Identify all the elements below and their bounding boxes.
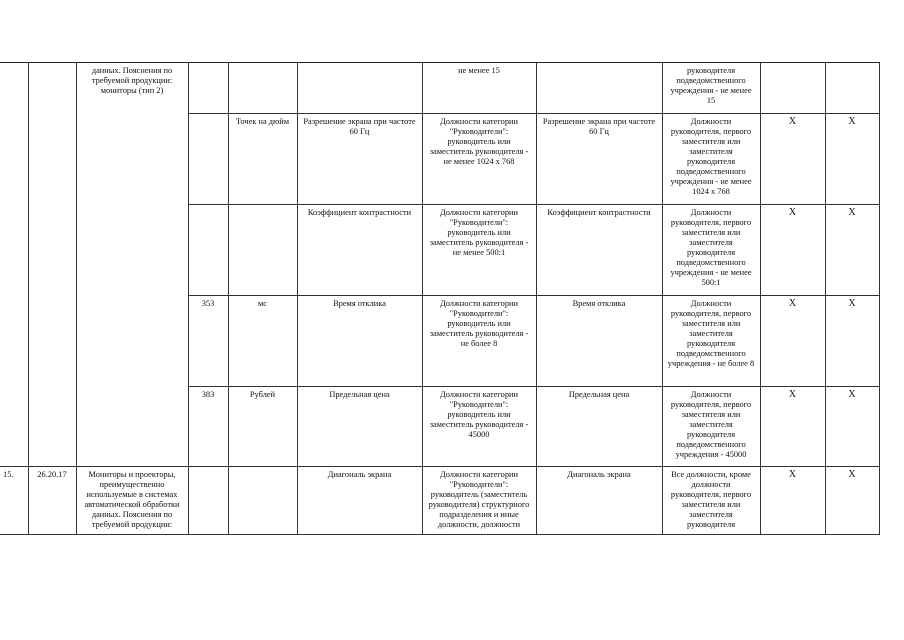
cell-unit: Рублей [228, 386, 297, 466]
cell-characteristic-2: Диагональ экрана [536, 466, 662, 534]
cell-code [28, 63, 76, 466]
cell-mark-2 [825, 63, 879, 113]
cell-mark-2: X [825, 204, 879, 295]
cell-value-2: Должности руководителя, первого заместителя или заместителя руководителя подведомственного учреждения - не менее 500:1 [662, 204, 760, 295]
table-row [0, 466, 879, 534]
cell-value-category: Должности категории "Руководители": руководитель или заместитель руководителя - 45000 [422, 386, 536, 466]
cell-value-2: Должности руководителя, первого заместителя или заместителя руководителя подведомственного учреждения - 45000 [662, 386, 760, 466]
requirements-table [0, 63, 880, 535]
cell-num [0, 63, 28, 466]
cell-characteristic: Предельная цена [297, 386, 422, 466]
cell-unit [228, 466, 297, 534]
cell-value-2: Должности руководителя, первого заместителя или заместителя руководителя подведомственного учреждения - не менее 1024 x 768 [662, 113, 760, 204]
cell-mark-2: X [825, 386, 879, 466]
cell-value-category: Должности категории "Руководители": руководитель или заместитель руководителя - не менее 500:1 [422, 204, 536, 295]
cell-mark-2: X [825, 295, 879, 386]
cell-okei-code [188, 204, 228, 295]
cell-mark-1: X [760, 204, 825, 295]
cell-characteristic: Разрешение экрана при частоте 60 Гц [297, 113, 422, 204]
cell-mark-2: X [825, 466, 879, 534]
cell-okei-code [188, 63, 228, 113]
cell-characteristic-2: Коэффициент контрастности [536, 204, 662, 295]
cell-okei-code [188, 466, 228, 534]
cell-characteristic-2 [536, 63, 662, 113]
cell-characteristic-2: Время отклика [536, 295, 662, 386]
cell-value-category: Должности категории "Руководители": руководитель или заместитель руководителя - не менее 1024 x 768 [422, 113, 536, 204]
cell-characteristic [297, 63, 422, 113]
cell-mark-1: X [760, 295, 825, 386]
cell-num: 15. [0, 466, 28, 534]
cell-unit: Точек на дюйм [228, 113, 297, 204]
cell-unit [228, 63, 297, 113]
cell-value-category: Должности категории "Руководители": руководитель или заместитель руководителя - не более 8 [422, 295, 536, 386]
cell-okei-code: 383 [188, 386, 228, 466]
cell-characteristic: Диагональ экрана [297, 466, 422, 534]
cell-okei-code [188, 113, 228, 204]
cell-characteristic: Время отклика [297, 295, 422, 386]
cell-mark-1 [760, 63, 825, 113]
cell-unit [228, 204, 297, 295]
cell-mark-1: X [760, 466, 825, 534]
cell-name: данных. Пояснения по требуемой продукции: мониторы (тип 2) [76, 63, 188, 466]
cell-value-2: руководителя подведомственного учреждения - не менее 15 [662, 63, 760, 113]
cell-okei-code: 353 [188, 295, 228, 386]
cell-name: Мониторы и проекторы, преимущественно используемые в системах автоматической обработки данных. Пояснения по требуемой продукции: [76, 466, 188, 534]
cell-value-category: Должности категории "Руководители": руководитель (заместитель руководителя) структурного подразделения и иные должности, должности [422, 466, 536, 534]
cell-characteristic-2: Разрешение экрана при частоте 60 Гц [536, 113, 662, 204]
cell-value-2: Все должности, кроме должности руководителя, первого заместителя или заместителя руководителя [662, 466, 760, 534]
cell-unit: мс [228, 295, 297, 386]
cell-value-category: не менее 15 [422, 63, 536, 113]
cell-value-2: Должности руководителя, первого заместителя или заместителя руководителя подведомственного учреждения - не более 8 [662, 295, 760, 386]
cell-mark-1: X [760, 113, 825, 204]
cell-mark-2: X [825, 113, 879, 204]
cell-characteristic: Коэффициент контрастности [297, 204, 422, 295]
cell-mark-1: X [760, 386, 825, 466]
cell-code: 26.20.17 [28, 466, 76, 534]
cell-characteristic-2: Предельная цена [536, 386, 662, 466]
table-row [0, 63, 879, 113]
